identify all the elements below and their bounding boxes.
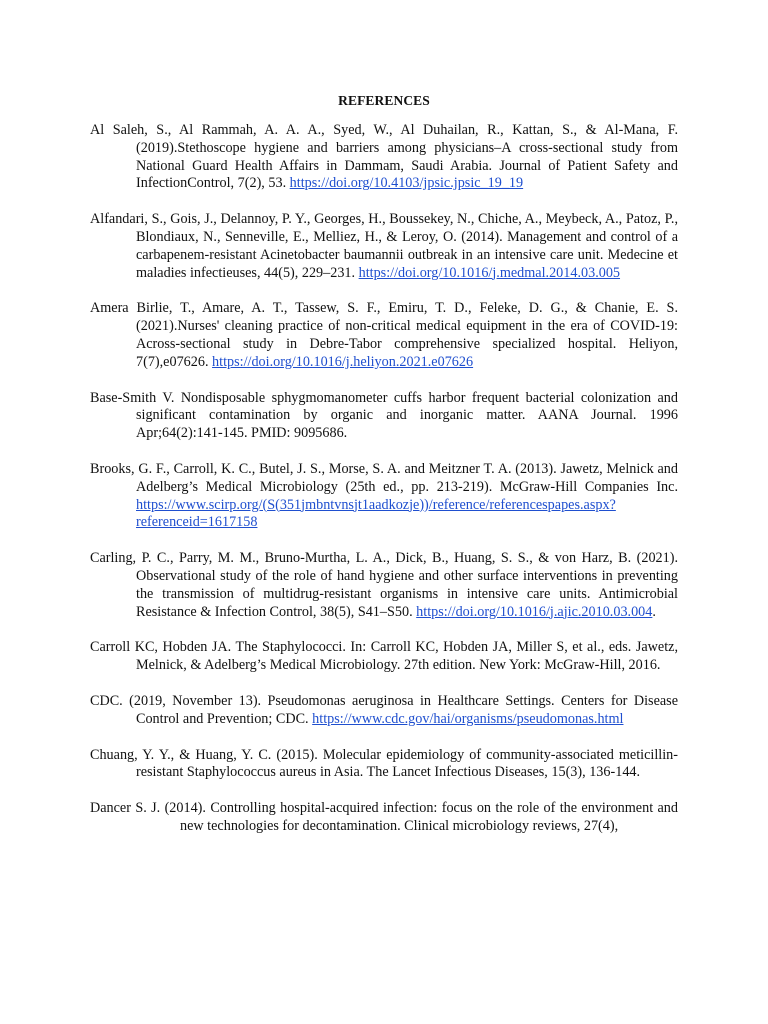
reference-text: Brooks, G. F., Carroll, K. C., Butel, J. S., Morse, S. A. and Meitzner T. A. (2013). Jawetz, Melnick and Adelberg’s Medical Microbiology (25th ed., pp. 213-219). McGraw-Hill Companies Inc. bbox=[90, 460, 678, 495]
reference-text: Dancer S. J. (2014). Controlling hospital-acquired infection: focus on the role of the environment and new technologies for decontamination. Clinical microbiology reviews, 27(4), bbox=[90, 800, 678, 834]
reference-text: Carling, P. C., Parry, M. M., Bruno-Murtha, L. A., Dick, B., Huang, S. S., & von Harz, B. (2021). Observational study of the role of hand hygiene and other surface interventions in preventing the transmission of multidrug-resistant organisms in intensive care units. Antimicrobial Resistance & Infection Control, 38(5), S41–S50. bbox=[90, 550, 678, 620]
reference-text: Al Saleh, S., Al Rammah, A. A. A., Syed, W., Al Duhailan, R., Kattan, S., & Al-Mana, F. (2019).Stethoscope hygiene and barriers among physicians–A cross-sectional study from National Guard Health Affairs in Dammam, Saudi Arabia. Journal of Patient Safety and InfectionControl, 7(2), 53. bbox=[90, 122, 678, 192]
reference-entry-2 bbox=[90, 211, 678, 282]
reference-entry-3 bbox=[90, 300, 678, 371]
reference-entry-7 bbox=[90, 639, 678, 675]
reference-link[interactable]: https://doi.org/10.4103/jpsic.jpsic_19_19 bbox=[289, 175, 524, 192]
references-heading: REFERENCES bbox=[338, 93, 430, 108]
reference-entry-1 bbox=[90, 122, 678, 193]
reference-entry-9 bbox=[90, 747, 678, 783]
reference-link[interactable]: https://doi.org/10.1016/j.heliyon.2021.e07626 bbox=[212, 353, 474, 370]
reference-text: Base-Smith V. Nondisposable sphygmomanometer cuffs harbor frequent bacterial colonization and significant contamination by organic and inorganic matter. AANA Journal. 1996 Apr;64(2):141-145. PMID: 9095686. bbox=[90, 389, 678, 442]
reference-link[interactable]: https://www.cdc.gov/hai/organisms/pseudomonas.html bbox=[312, 710, 624, 727]
reference-entry-10 bbox=[90, 800, 678, 836]
reference-tail: . bbox=[652, 603, 656, 620]
reference-link[interactable]: https://doi.org/10.1016/j.medmal.2014.03.005 bbox=[358, 264, 621, 281]
reference-text: Carroll KC, Hobden JA. The Staphylococci. In: Carroll KC, Hobden JA, Miller S, et al., eds. Jawetz, Melnick, & Adelberg’s Medical Microbiology. 27th edition. New York: McGraw-Hill, 2016. bbox=[90, 639, 678, 674]
reference-entry-8 bbox=[90, 693, 678, 729]
reference-text: Chuang, Y. Y., & Huang, Y. C. (2015). Molecular epidemiology of community-associated meticillin-resistant Staphylococcus aureus in Asia. The Lancet Infectious Diseases, 15(3), 136-144. bbox=[90, 746, 678, 781]
reference-text: CDC. (2019, November 13). Pseudomonas aeruginosa in Healthcare Settings. Centers for Disease Control and Prevention; CDC. bbox=[90, 692, 678, 727]
reference-entry-6 bbox=[90, 550, 678, 621]
reference-text: Alfandari, S., Gois, J., Delannoy, P. Y., Georges, H., Boussekey, N., Chiche, A., Meybeck, A., Patoz, P., Blondiaux, N., Senneville, E., Melliez, H., & Leroy, O. (2014). Management and control of a carbapenem-resistant Acinetobacter baumannii outbreak in an intensive care unit. Medecine et maladies infectieuses, 44(5), 229–231. bbox=[90, 211, 678, 281]
reference-text: Amera Birlie, T., Amare, A. T., Tassew, S. F., Emiru, T. D., Feleke, D. G., & Chanie, E. S. (2021).Nurses' cleaning practice of non-critical medical equipment in the era of COVID-19: Across-sectional study in Debre-Tabor comprehensive specialized hospital. Heliyon, 7(7),e07626. bbox=[90, 300, 678, 370]
reference-link[interactable]: https://doi.org/10.1016/j.ajic.2010.03.004 bbox=[416, 603, 653, 620]
reference-entry-5 bbox=[90, 461, 678, 532]
reference-link[interactable]: https://www.scirp.org/(S(351jmbntvnsjt1aadkozje))/reference/referencespapes.aspx?referenceid=1617158 bbox=[136, 496, 616, 531]
reference-entry-4 bbox=[90, 390, 678, 443]
